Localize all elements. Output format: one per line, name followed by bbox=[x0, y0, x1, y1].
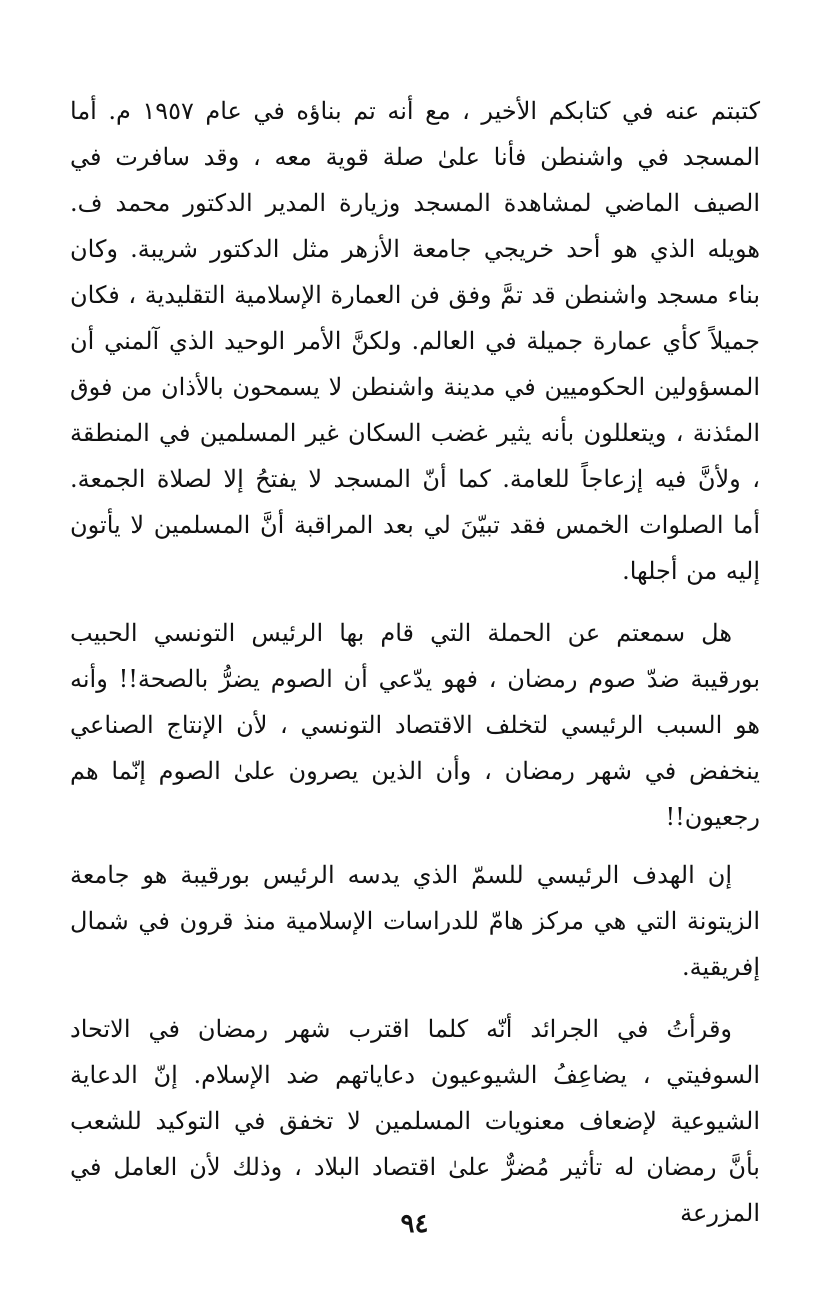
paragraph-soviet-propaganda: وقرأتُ في الجرائد أنّه كلما اقترب شهر رمضان في الاتحاد السوفيتي ، يضاعِفُ الشيوعيون دعاياتهم ضد الإسلام. إنّ الدعاية الشيوعية لإضعاف معنويات المسلمين لا تخفق في التوكيد للشعب بأنَّ رمضان له تأثير مُضرٌّ علىٰ اقتصاد البلاد ، وذلك لأن العامل في المزرعة bbox=[70, 1015, 760, 1227]
paragraph-zaytuna: إن الهدف الرئيسي للسمّ الذي يدسه الرئيس بورقيبة هو جامعة الزيتونة التي هي مركز هامّ للدراسات الإسلامية منذ قرون في شمال إفريقية. bbox=[70, 861, 760, 981]
page-number: ٩٤ bbox=[400, 1209, 429, 1239]
paragraph-bourguiba-campaign: هل سمعتم عن الحملة التي قام بها الرئيس التونسي الحبيب بورقيبة ضدّ صوم رمضان ، فهو يدّعي أن الصوم يضرُّ بالصحة!! وأنه هو السبب الرئيسي لتخلف الاقتصاد التونسي ، لأن الإنتاج الصناعي ينخفض في شهر رمضان ، وأن الذين يصرون علىٰ الصوم إنّما هم رجعيون!! bbox=[70, 619, 760, 831]
paragraph-mosque-washington: كتبتم عنه في كتابكم الأخير ، مع أنه تم بناؤه في عام ١٩٥٧ م. أما المسجد في واشنطن فأنا علىٰ صلة قوية معه ، وقد سافرت في الصيف الماضي لمشاهدة المسجد وزيارة المدير الدكتور محمد ف. هويله الذي هو أحد خريجي جامعة الأزهر مثل الدكتور شريبة. وكان بناء مسجد واشنطن قد تمَّ وفق فن العمارة الإسلامية التقليدية ، فكان جميلاً كأي عمارة جميلة في العالم. ولكنَّ الأمر الوحيد الذي آلمني أن المسؤولين الحكوميين في مدينة واشنطن لا يسمحون بالأذان من فوق المئذنة ، ويتعللون بأنه يثير غضب السكان غير المسلمين في المنطقة ، ولأنَّ فيه إزعاجاً للعامة. كما أنّ المسجد لا يفتحُ إلا لصلاة الجمعة. أما الصلوات الخمس فقد تبيّنَ لي بعد المراقبة أنَّ المسلمين لا يأتون إليه من أجلها. bbox=[70, 97, 760, 585]
document-page bbox=[70, 88, 760, 1288]
